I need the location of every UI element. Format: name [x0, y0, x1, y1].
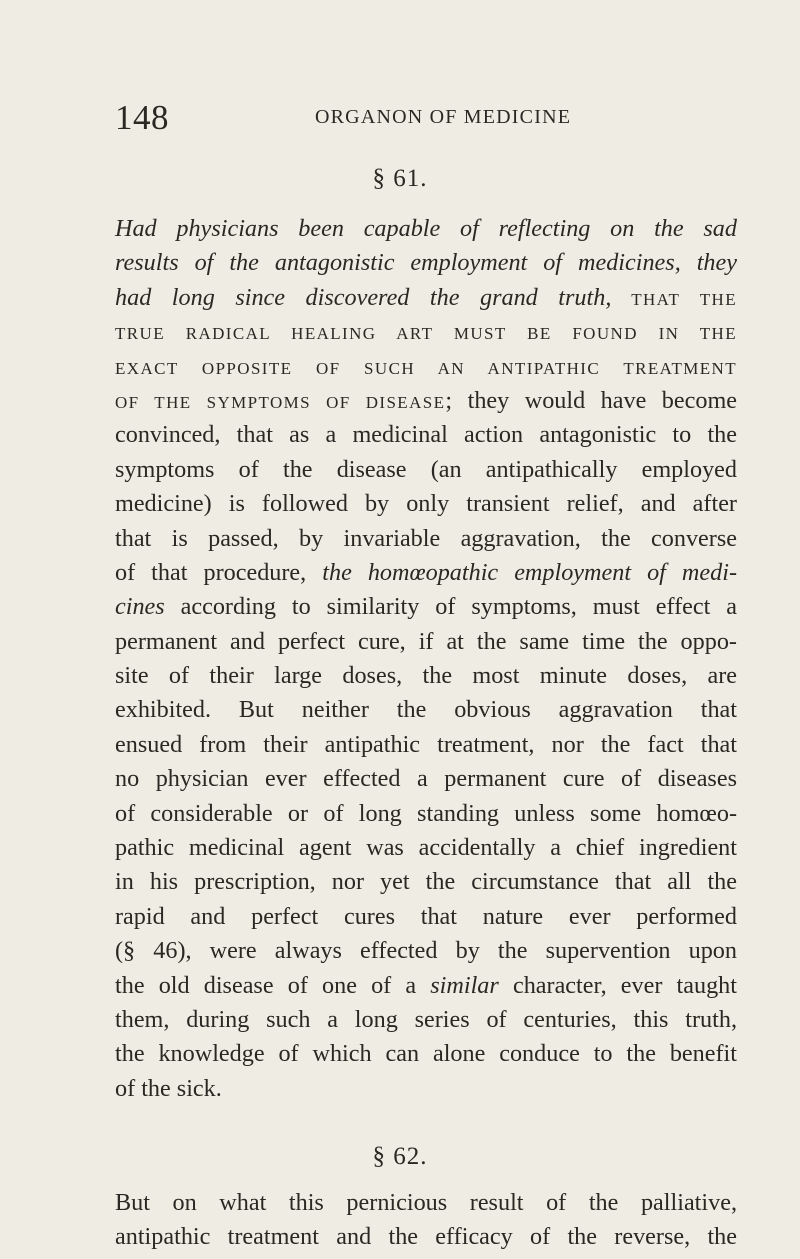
small-caps-text: EXACT OPPOSITE OF SUCH AN ANTIPATHIC TREATMENT	[115, 358, 737, 378]
text-run: site of their large doses, the most minute doses, are	[115, 662, 737, 690]
text-line	[115, 212, 737, 246]
italic-text: cines	[115, 593, 165, 621]
text-line	[115, 969, 737, 1003]
text-run: no physician ever effected a permanent cure of diseases	[115, 765, 737, 793]
text-run: pathic medicinal agent was accidentally a chief ingredient	[115, 834, 737, 862]
text-line	[115, 556, 737, 590]
text-run: ; they would have become	[445, 386, 737, 414]
text-run: of that procedure,	[115, 558, 323, 586]
text-run: ensued from their antipathic treatment, nor the fact that	[115, 730, 737, 758]
text-run: character, ever taught	[498, 971, 737, 999]
text-run: according to similarity of symptoms, must effect a	[164, 593, 737, 621]
text-line	[115, 315, 737, 349]
text-line	[115, 246, 737, 280]
italic-text: the homœopathic employment of medi-	[322, 558, 738, 586]
text-line	[115, 865, 737, 899]
italic-text: Had physicians been capable of reflecting on the sad	[115, 215, 737, 242]
text-line	[115, 1220, 737, 1254]
text-line	[115, 350, 737, 384]
text-run: of considerable or of long standing unless some homœo-	[115, 799, 737, 827]
text-line	[115, 797, 737, 831]
section-62-heading: § 62.	[372, 1143, 428, 1170]
text-line	[115, 762, 737, 796]
page-header	[115, 98, 735, 142]
text-line	[115, 900, 737, 934]
text-line	[115, 625, 737, 659]
text-line	[115, 418, 737, 452]
text-run: the old disease of one of a	[115, 971, 431, 999]
text-run: them, during such a long series of centuries, this truth,	[115, 1005, 737, 1033]
section-62-paragraph	[115, 1186, 737, 1255]
page-number: 148	[115, 98, 169, 137]
text-run: antipathic treatment and the efficacy of the reverse, the	[115, 1223, 737, 1251]
text-run: But on what this pernicious result of the palliative,	[115, 1189, 737, 1216]
section-61-paragraph	[115, 212, 737, 1106]
text-run: symptoms of the disease (an antipathically employed	[115, 455, 737, 483]
text-run: in his prescription, nor yet the circumstance that all the	[115, 868, 737, 896]
small-caps-text: TRUE RADICAL HEALING ART MUST BE FOUND IN THE	[115, 324, 737, 344]
text-line	[115, 453, 737, 487]
text-line	[115, 281, 737, 315]
small-caps-text: OF THE SYMPTOMS OF DISEASE	[115, 392, 446, 412]
text-line	[115, 1003, 737, 1037]
text-run: of the sick.	[115, 1074, 222, 1102]
small-caps-text: THAT THE	[611, 289, 737, 309]
text-line	[115, 693, 737, 727]
text-run: that is passed, by invariable aggravation, the converse	[115, 524, 737, 552]
text-line	[115, 522, 737, 556]
text-line	[115, 487, 737, 521]
text-run: exhibited. But neither the obvious aggravation that	[115, 696, 737, 724]
text-line	[115, 1186, 737, 1220]
text-line	[115, 1037, 737, 1071]
text-line	[115, 384, 737, 418]
text-line	[115, 659, 737, 693]
text-line	[115, 728, 737, 762]
text-run: convinced, that as a medicinal action antagonistic to the	[115, 421, 737, 449]
text-line	[115, 590, 737, 624]
italic-text: results of the antagonistic employment of medicines, they	[115, 249, 737, 277]
text-run: (§ 46), were always effected by the supervention upon	[115, 937, 737, 965]
text-run: rapid and perfect cures that nature ever performed	[115, 902, 737, 930]
text-run: medicine) is followed by only transient relief, and after	[115, 490, 737, 518]
text-run: the knowledge of which can alone conduce to the benefit	[115, 1040, 737, 1068]
running-title: ORGANON OF MEDICINE	[315, 106, 572, 128]
text-line	[115, 934, 737, 968]
text-line	[115, 1072, 737, 1106]
text-run: permanent and perfect cure, if at the same time the oppo-	[115, 627, 737, 655]
italic-text: had long since discovered the grand truth,	[115, 283, 612, 311]
text-line	[115, 831, 737, 865]
italic-text: similar	[430, 971, 499, 999]
section-61-heading: § 61.	[372, 165, 428, 192]
